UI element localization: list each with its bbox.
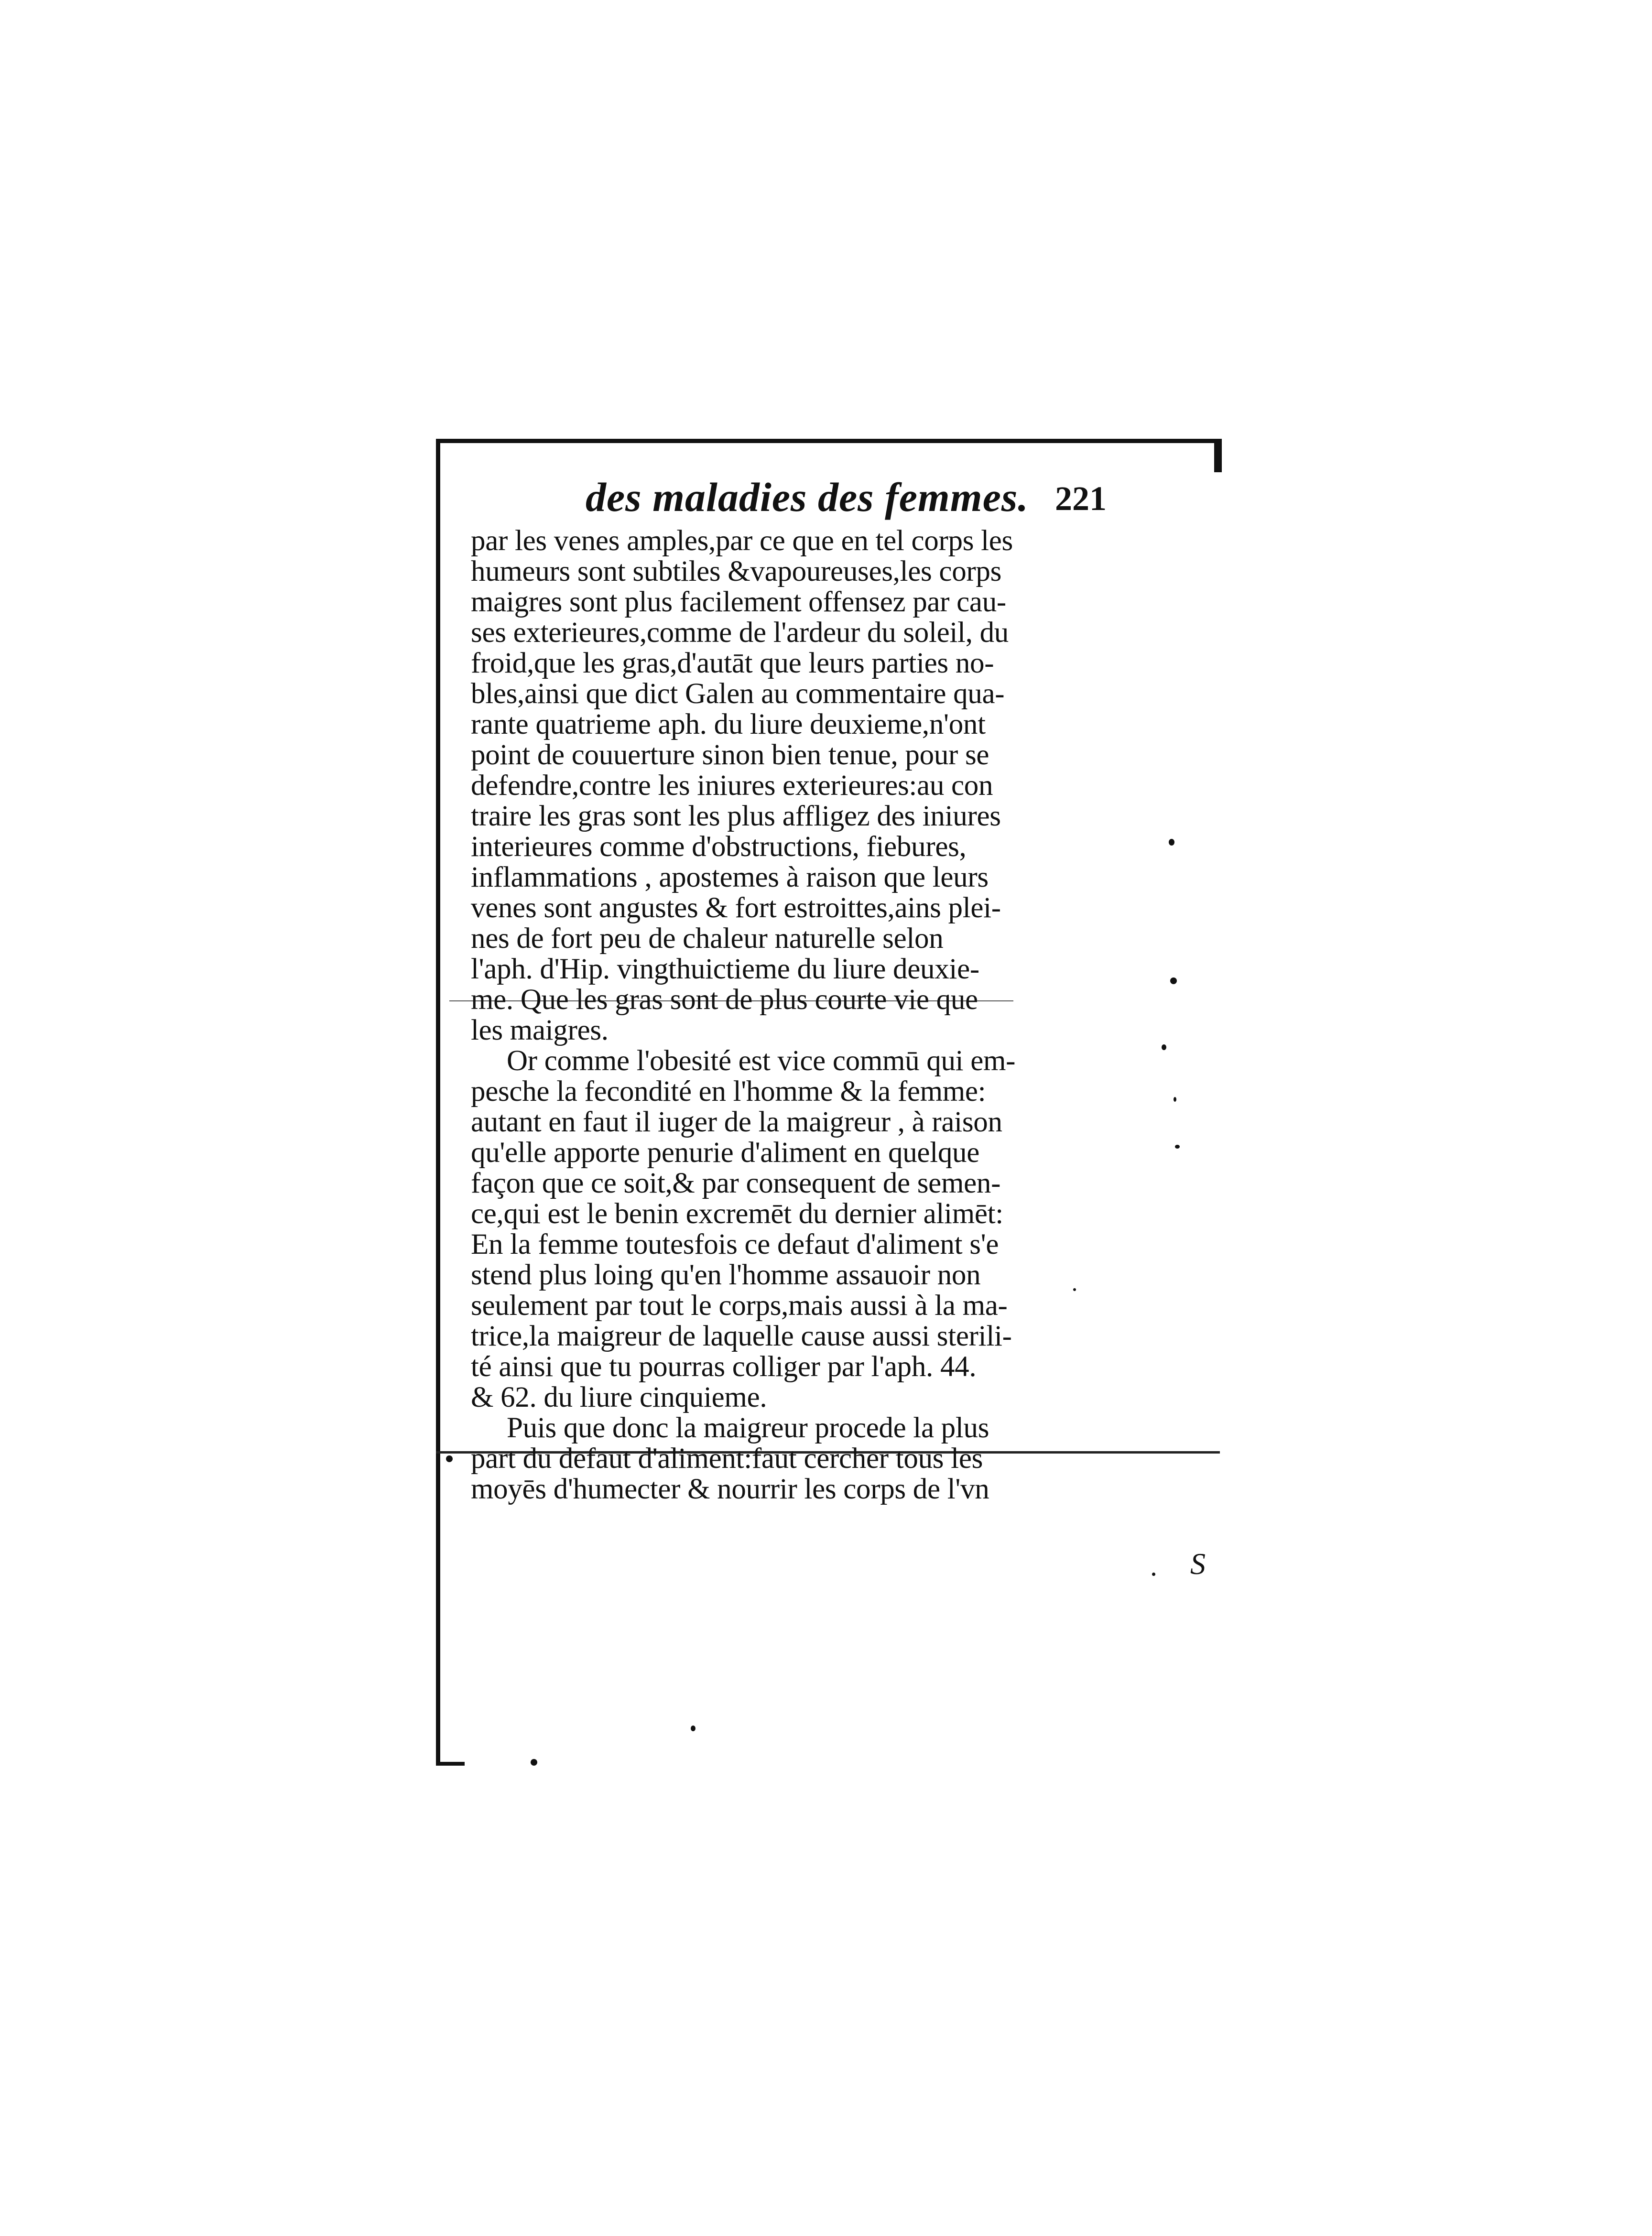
scan-speck [1175,1145,1180,1149]
text-line: & 62. du liure cinquieme. [471,1381,767,1413]
scan-speck [1152,1573,1155,1576]
text-line: maigres sont plus facilement offensez par cau- [471,586,1006,618]
text-line: part du defaut d'aliment:faut cercher tous les [471,1443,983,1475]
text-line: froid,que les gras,d'autāt que leurs parties no- [471,647,994,679]
text-line: ses exterieures,comme de l'ardeur du soleil, du [471,617,1009,649]
text-line: stend plus loing qu'en l'homme assauoir non [471,1259,981,1291]
scan-speck [531,1759,537,1766]
scan-speck [691,1726,696,1731]
scan-speck [1174,1097,1176,1102]
scan-speck [1169,839,1174,846]
text-line: En la femme toutesfois ce defaut d'aliment s'e [471,1228,999,1260]
text-line: té ainsi que tu pourras colliger par l'aph. 44. [471,1351,977,1383]
text-line: humeurs sont subtiles &vapoureuses,les corps [471,555,1002,587]
text-line: pesche la fecondité en l'homme & la femme: [471,1075,986,1107]
text-line: interieures comme d'obstructions, fiebures, [471,831,967,863]
paragraph-start-line: Or comme l'obesité est vice commū qui em- [507,1045,1016,1077]
page-corner-mark [1214,439,1222,472]
text-line: inflammations , apostemes à raison que leurs [471,861,989,893]
body-text [471,526,1064,1505]
text-line: l'aph. d'Hip. vingthuictieme du liure deuxie- [471,953,979,985]
text-line: nes de fort peu de chaleur naturelle selon [471,923,944,955]
text-line: venes sont angustes & fort estroittes,ains plei- [471,892,1001,924]
text-line: trice,la maigreur de laquelle cause aussi sterili- [471,1320,1012,1352]
text-line: rante quatrieme aph. du liure deuxieme,n'ont [471,708,986,740]
text-line: les maigres. [471,1014,609,1046]
text-line: par les venes amples,par ce que en tel corps les [471,525,1013,557]
scan-speck [1170,977,1177,984]
text-line: point de couuerture sinon bien tenue, pour se [471,739,989,771]
scan-speck [446,1455,453,1462]
page-header [586,473,1107,526]
scan-speck [1162,1044,1166,1050]
text-line: autant en faut il iuger de la maigreur , à raison [471,1106,1002,1138]
text-line: ce,qui est le benin excremēt du dernier alimēt: [471,1198,1003,1230]
scan-speck [1073,1288,1076,1291]
text-line: seulement par tout le corps,mais aussi à la ma- [471,1290,1008,1322]
page-bottom-mark [436,1762,465,1766]
text-line: moyēs d'humecter & nourrir les corps de l'vn [471,1473,989,1505]
running-title: des maladies des femmes. [586,474,1029,520]
paragraph-start-line: Puis que donc la maigreur procede la plus [507,1412,989,1444]
text-line: me. Que les gras sont de plus courte vie que [471,984,978,1016]
margin-note: S [1190,1547,1206,1581]
text-line: traire les gras sont les plus affligez des iniures [471,800,1001,832]
text-line: qu'elle apporte penurie d'aliment en quelque [471,1137,980,1169]
text-line: bles,ainsi que dict Galen au commentaire qua- [471,678,1005,710]
page-number: 221 [1055,479,1107,518]
text-line: defendre,contre les iniures exterieures:au con [471,770,993,802]
text-line: façon que ce soit,& par consequent de semen- [471,1167,1001,1199]
